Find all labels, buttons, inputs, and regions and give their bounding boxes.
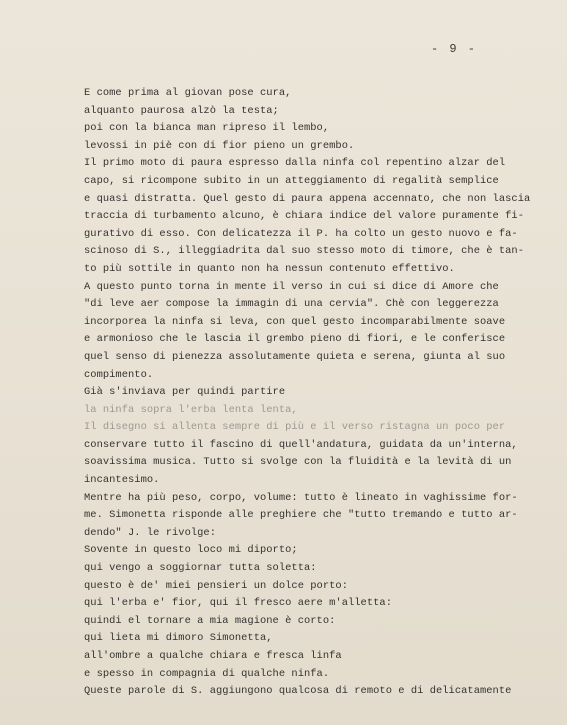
text-line: traccia di turbamento alcuno, è chiara indice del valore puramente fi- <box>84 210 524 223</box>
text-line-faint: la ninfa sopra l'erba lenta lenta, <box>84 403 298 416</box>
text-line: "di leve aer compose la immagin di una cervia". Chè con leggerezza <box>84 298 499 311</box>
text-line: to più sottile in quanto non ha nessun contenuto effettivo. <box>84 262 455 275</box>
page-number: - 9 - <box>430 42 477 56</box>
text-line: alquanto paurosa alzò la testa; <box>84 104 279 117</box>
text-line: E come prima al giovan pose cura, <box>84 87 292 99</box>
text-line: quindi el tornare a mia magione è corto: <box>84 614 336 627</box>
text-line: qui lieta mi dimoro Simonetta, <box>84 632 273 645</box>
text-line: qui l'erba e' fior, qui il fresco aere m'alletta: <box>84 597 392 610</box>
text-line: levossi in piè con di fior pieno un grembo. <box>84 139 355 152</box>
text-line: conservare tutto il fascino di quell'andatura, guidata da un'interna, <box>84 438 518 451</box>
text-line: e quasi distratta. Quel gesto di paura appena accennato, che non lascia <box>84 192 531 205</box>
text-line: e armonioso che le lascia il grembo pieno di fiori, e le conferisce <box>84 333 506 346</box>
text-line-faint: Il disegno si allenta sempre di più e il verso ristagna un poco per <box>84 421 506 434</box>
text-line: all'ombre a qualche chiara e fresca linfa <box>84 650 342 662</box>
text-line: quel senso di pienezza assolutamente quieta e serena, giunta al suo <box>84 350 506 363</box>
text-line: dendo" J. le rivolge: <box>84 526 216 539</box>
text-line: scinoso di S., illeggiadrita dal suo stesso moto di timore, che è tan- <box>84 245 524 258</box>
text-line: qui vengo a soggiornar tutta soletta: <box>84 562 317 575</box>
text-line: capo, si ricompone subito in un atteggiamento di regalità semplice <box>84 174 499 187</box>
text-line: me. Simonetta risponde alle preghiere che "tutto tremando e tutto ar- <box>84 509 518 522</box>
text-line: incorporea la ninfa si leva, con quel gesto incomparabilmente soave <box>84 315 506 328</box>
text-line: poi con la bianca man ripreso il lembo, <box>84 122 330 135</box>
text-line: e spesso in compagnia di qualche ninfa. <box>84 667 330 680</box>
text-line: soavissima musica. Tutto si svolge con la fluidità e la levità di un <box>84 456 512 469</box>
text-line: Mentre ha più peso, corpo, volume: tutto è lineato in vaghissime for- <box>84 491 518 504</box>
text-line: gurativo di esso. Con delicatezza il P. ha colto un gesto nuovo e fa- <box>84 227 518 240</box>
text-line: compimento. <box>84 368 154 381</box>
text-line: A questo punto torna in mente il verso in cui si dice di Amore che <box>84 280 499 293</box>
text-line: Il primo moto di paura espresso dalla ninfa col repentino alzar del <box>84 157 506 170</box>
text-line: incantesimo. <box>84 474 160 487</box>
body-text <box>84 85 544 701</box>
text-line: Queste parole di S. aggiungono qualcosa di remoto e di delicatamente <box>84 685 512 698</box>
text-line: questo è de' miei pensieri un dolce porto: <box>84 579 348 592</box>
text-line: Già s'inviava per quindi partire <box>84 386 286 399</box>
text-line: Sovente in questo loco mi diporto; <box>84 544 298 557</box>
